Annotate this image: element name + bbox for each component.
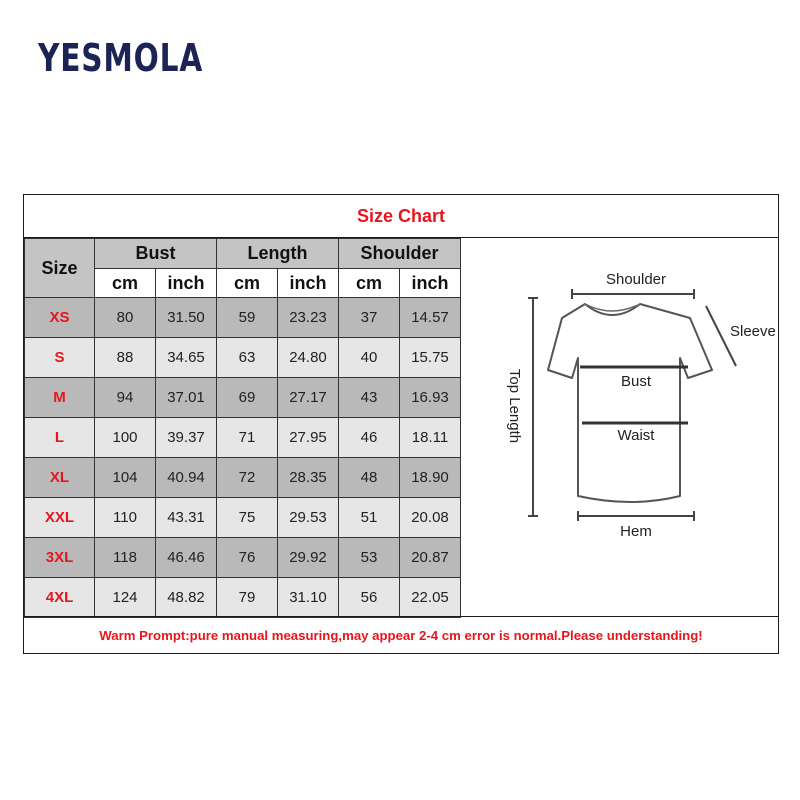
unit-inch: inch: [400, 269, 461, 298]
size-label: 3XL: [25, 538, 95, 578]
table-row: [25, 578, 461, 618]
measurement-cell: 27.95: [278, 418, 339, 458]
measurement-cell: 37: [339, 298, 400, 338]
table-row: [25, 298, 461, 338]
measurement-cell: 94: [95, 378, 156, 418]
table-row: [25, 538, 461, 578]
diagram-shoulder-label: Shoulder: [605, 271, 667, 288]
size-label: XXL: [25, 498, 95, 538]
measurement-cell: 40.94: [156, 458, 217, 498]
bust-header: Bust: [95, 239, 217, 269]
table-row: [25, 498, 461, 538]
measurement-cell: 29.92: [278, 538, 339, 578]
diagram-sleeve-label: Sleeve: [730, 323, 776, 340]
shoulder-header: Shoulder: [339, 239, 461, 269]
measurement-cell: 34.65: [156, 338, 217, 378]
unit-inch: inch: [278, 269, 339, 298]
measurement-cell: 22.05: [400, 578, 461, 618]
size-chart: [23, 194, 779, 654]
brand-logo: YESMOLA: [38, 36, 204, 80]
measurement-cell: 71: [217, 418, 278, 458]
size-header: Size: [25, 239, 95, 298]
measurement-cell: 43.31: [156, 498, 217, 538]
measurement-cell: 46.46: [156, 538, 217, 578]
measurement-cell: 56: [339, 578, 400, 618]
size-label: M: [25, 378, 95, 418]
measurement-cell: 39.37: [156, 418, 217, 458]
measurement-cell: 31.50: [156, 298, 217, 338]
measurement-cell: 80: [95, 298, 156, 338]
measurement-cell: 23.23: [278, 298, 339, 338]
diagram-hem-label: Hem: [620, 523, 652, 540]
measurement-cell: 100: [95, 418, 156, 458]
measurement-cell: 51: [339, 498, 400, 538]
tshirt-diagram: [460, 238, 778, 616]
table-row: [25, 338, 461, 378]
size-label: XL: [25, 458, 95, 498]
measurement-cell: 14.57: [400, 298, 461, 338]
measurement-cell: 27.17: [278, 378, 339, 418]
table-row: [25, 458, 461, 498]
table-row: [25, 378, 461, 418]
size-label: S: [25, 338, 95, 378]
unit-inch: inch: [156, 269, 217, 298]
measurement-cell: 48.82: [156, 578, 217, 618]
measurement-cell: 37.01: [156, 378, 217, 418]
measurement-cell: 29.53: [278, 498, 339, 538]
length-header: Length: [217, 239, 339, 269]
chart-title: Size Chart: [24, 195, 778, 238]
measurement-cell: 53: [339, 538, 400, 578]
measurement-cell: 75: [217, 498, 278, 538]
measurement-cell: 18.90: [400, 458, 461, 498]
diagram-top-length-label: Top Length: [506, 368, 523, 444]
measurement-cell: 124: [95, 578, 156, 618]
measurement-cell: 88: [95, 338, 156, 378]
measurement-cell: 31.10: [278, 578, 339, 618]
measurement-cell: 15.75: [400, 338, 461, 378]
size-label: L: [25, 418, 95, 458]
measurement-cell: 63: [217, 338, 278, 378]
measurement-cell: 24.80: [278, 338, 339, 378]
size-table: [24, 238, 461, 618]
measurement-cell: 79: [217, 578, 278, 618]
diagram-waist-label: Waist: [617, 427, 655, 444]
measurement-cell: 48: [339, 458, 400, 498]
size-label: 4XL: [25, 578, 95, 618]
measurement-cell: 40: [339, 338, 400, 378]
measurement-cell: 18.11: [400, 418, 461, 458]
diagram-bust-label: Bust: [620, 373, 652, 390]
tshirt-outline-icon: [548, 304, 712, 502]
table-row: [25, 418, 461, 458]
measurement-cell: 110: [95, 498, 156, 538]
measurement-cell: 104: [95, 458, 156, 498]
measurement-cell: 20.87: [400, 538, 461, 578]
unit-cm: cm: [339, 269, 400, 298]
unit-cm: cm: [95, 269, 156, 298]
measurement-cell: 16.93: [400, 378, 461, 418]
measurement-cell: 28.35: [278, 458, 339, 498]
measurement-cell: 69: [217, 378, 278, 418]
measurement-cell: 43: [339, 378, 400, 418]
measurement-cell: 20.08: [400, 498, 461, 538]
measurement-cell: 59: [217, 298, 278, 338]
unit-cm: cm: [217, 269, 278, 298]
measurement-cell: 118: [95, 538, 156, 578]
measurement-cell: 76: [217, 538, 278, 578]
size-label: XS: [25, 298, 95, 338]
measurement-cell: 72: [217, 458, 278, 498]
warm-prompt: Warm Prompt:pure manual measuring,may appear 2-4 cm error is normal.Please understanding!: [24, 616, 778, 653]
measurement-cell: 46: [339, 418, 400, 458]
